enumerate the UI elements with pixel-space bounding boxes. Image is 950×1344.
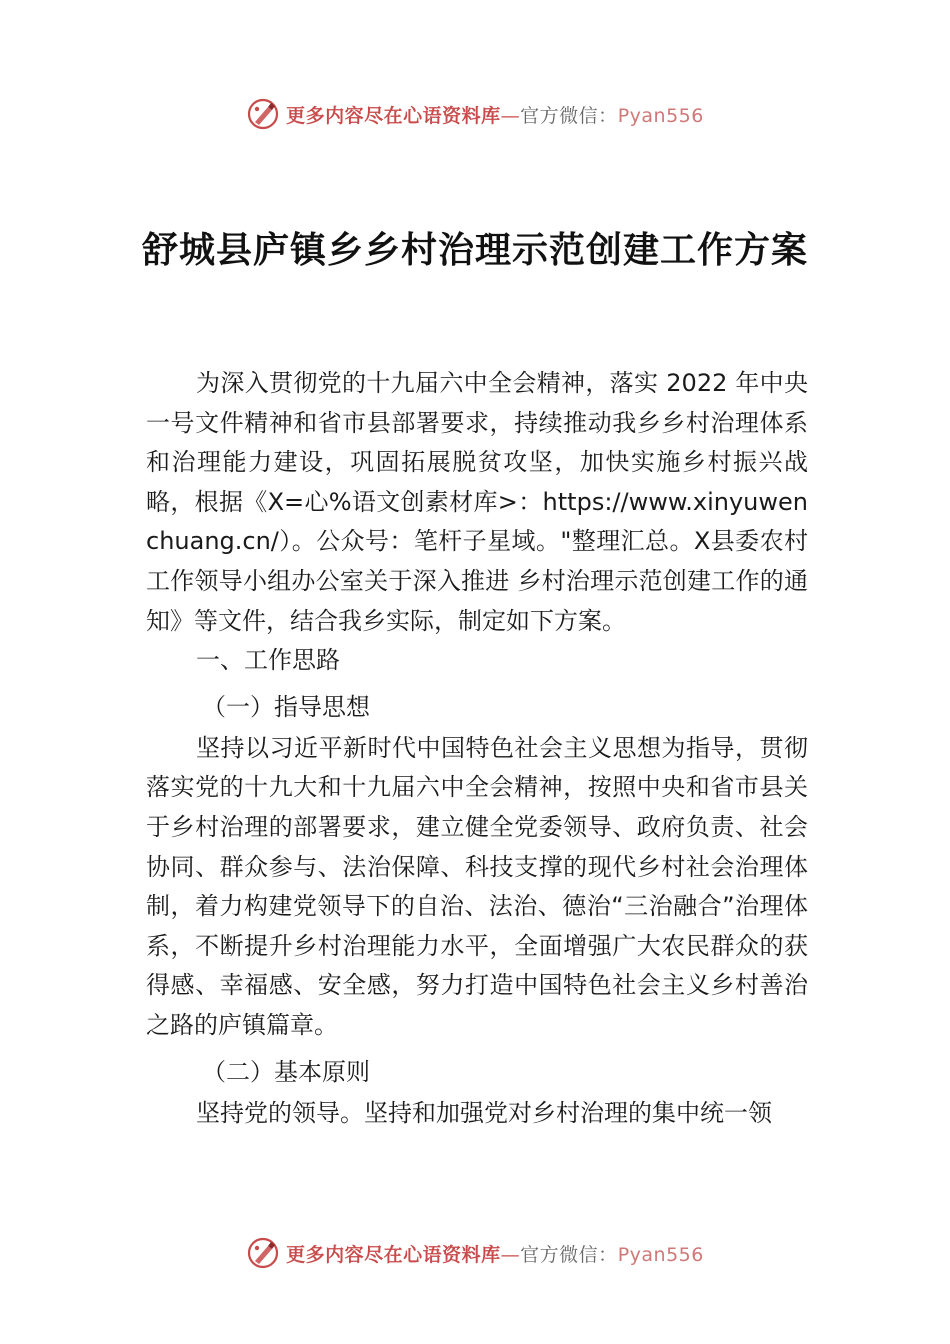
watermark-separator: — — [500, 1243, 521, 1266]
document-title: 舒城县庐镇乡乡村治理示范创建工作方案 — [141, 229, 808, 271]
subsection-heading: （一）指导思想 — [202, 692, 370, 721]
watermark-text — [286, 101, 704, 128]
document-body — [146, 364, 808, 1133]
pen-logo-icon — [246, 1236, 280, 1270]
watermark-site-text: 更多内容尽在心语资料库 — [286, 1243, 501, 1266]
watermark-wechat-id: Pyan556 — [617, 1243, 704, 1266]
guiding-thought-paragraph: 坚持以习近平新时代中国特色社会主义思想为指导，贯彻落实党的十九大和十九届六中全会精神，按照中央和省市县关于乡村治理的部署要求，建立健全党委领导、政府负责、社会协同、群众参与、法治保障、科技支撑的现代乡村社会治理体制，着力构建党领导下的自治、法治、德治“三治融合”治理体系，不断提升乡村治理能力水平，全面增强广大农民群众的获得感、幸福感、安全感，努力打造中国特色社会主义乡村善治之路的庐镇篇章。 — [146, 733, 808, 1039]
basic-principles-paragraph: 坚持党的领导。坚持和加强党对乡村治理的集中统一领 — [196, 1098, 772, 1127]
watermark-banner-bottom — [0, 1231, 950, 1275]
subsection-heading: （二）基本原则 — [202, 1057, 370, 1086]
watermark-separator: — — [500, 104, 521, 127]
section-heading: 一、工作思路 — [196, 646, 340, 675]
watermark-wechat-label: 官方微信： — [520, 104, 618, 127]
pen-logo-icon — [246, 97, 280, 131]
watermark-banner-top — [0, 92, 950, 136]
watermark-text — [286, 1240, 704, 1267]
watermark-wechat-label: 官方微信： — [520, 1243, 618, 1266]
intro-paragraph: 为深入贯彻党的十九届六中全会精神，落实 2022 年中央一号文件精神和省市县部署要求，持续推动我乡乡村治理体系和治理能力建设，巩固拓展脱贫攻坚，加快实施乡村振兴战略，根据《X=心%语文创素材库>：https://www.xinyuwenchuang.cn/）。公众号：笔杆子星域。"整理汇总。X县委农村工作领导小组办公室关于深入推进 乡村治理示范创建工作的通知》等文件，结合我乡实际，制定如下方案。 — [146, 369, 808, 635]
watermark-wechat-id: Pyan556 — [617, 104, 704, 127]
watermark-site-text: 更多内容尽在心语资料库 — [286, 104, 501, 127]
